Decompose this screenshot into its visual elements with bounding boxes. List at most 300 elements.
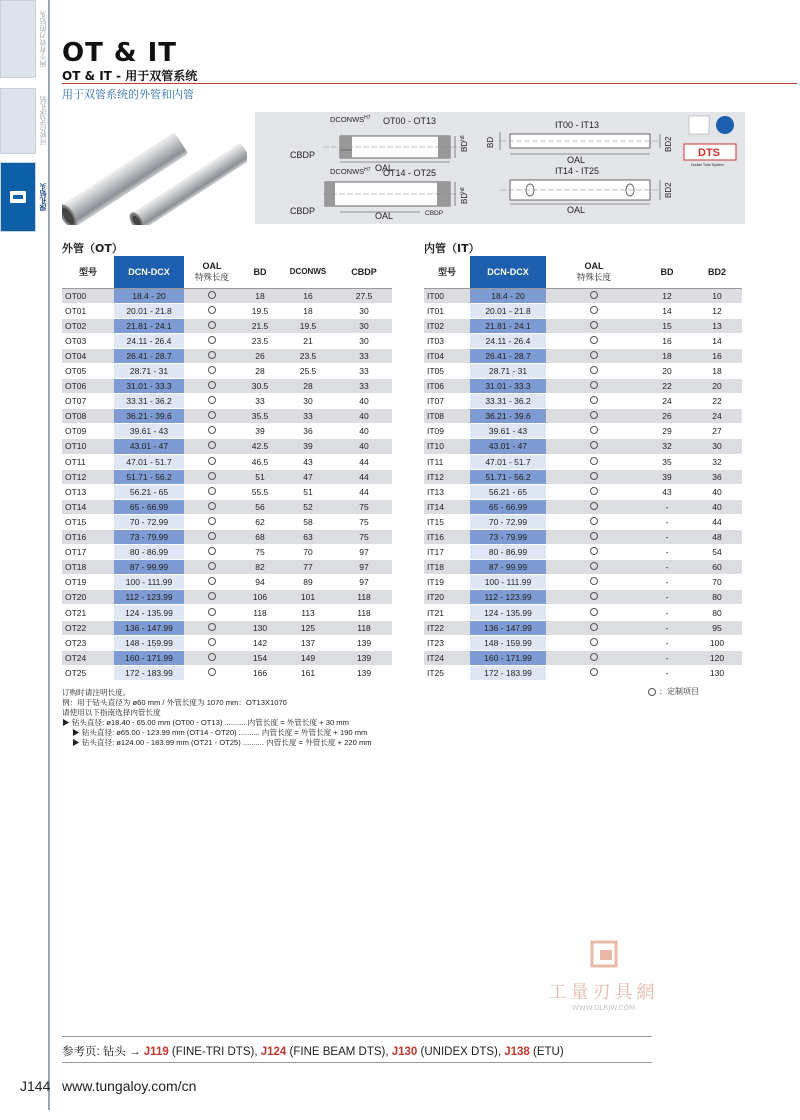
circle-icon bbox=[208, 638, 216, 646]
value-cell: 82 bbox=[240, 560, 280, 575]
ot-table-row bbox=[62, 379, 392, 394]
dcn-dcx-cell: 136 - 147.99 bbox=[114, 620, 184, 635]
value-cell: 125 bbox=[280, 620, 336, 635]
value-cell: 89 bbox=[280, 575, 336, 590]
it-col-oal: OAL 特殊长度 bbox=[546, 256, 642, 288]
value-cell: 28 bbox=[240, 363, 280, 378]
model-cell: IT24 bbox=[424, 650, 470, 665]
dcn-dcx-cell: 87 - 99.99 bbox=[114, 560, 184, 575]
circle-icon bbox=[590, 577, 598, 585]
value-cell: 77 bbox=[280, 560, 336, 575]
value-cell: 118 bbox=[240, 605, 280, 620]
value-cell: 15 bbox=[642, 318, 692, 333]
ot-diagram-a bbox=[290, 115, 469, 173]
dcn-dcx-cell: 47.01 - 51.7 bbox=[470, 454, 546, 469]
dcn-dcx-cell: 39.61 - 43 bbox=[114, 424, 184, 439]
sidebar-tab-image bbox=[0, 88, 36, 154]
it-table-row bbox=[424, 605, 742, 620]
ot-spec-table bbox=[62, 256, 392, 681]
circle-icon bbox=[208, 381, 216, 389]
ot-table-row bbox=[62, 620, 392, 635]
model-cell: IT01 bbox=[424, 303, 470, 318]
ot-col-oal: OAL 特殊长度 bbox=[184, 256, 240, 288]
model-cell: IT20 bbox=[424, 590, 470, 605]
it-a-bd2-label: BD2 bbox=[664, 136, 673, 152]
value-cell: 118 bbox=[336, 620, 392, 635]
it-table-row bbox=[424, 348, 742, 363]
model-cell: IT23 bbox=[424, 635, 470, 650]
ot-b-cbdp-small-label: CBDP bbox=[425, 210, 444, 217]
ot-a-dconws-label: $DCONWS^{H7}$ bbox=[330, 115, 371, 124]
footer-rule-top bbox=[62, 1036, 652, 1037]
circle-icon bbox=[590, 441, 598, 449]
value-cell: 142 bbox=[240, 635, 280, 650]
value-cell: 100 bbox=[692, 635, 742, 650]
dcn-dcx-cell: 148 - 159.99 bbox=[114, 635, 184, 650]
special-length-cell bbox=[184, 484, 240, 499]
value-cell: - bbox=[642, 605, 692, 620]
ot-b-range-label: OT14 - OT25 bbox=[383, 168, 437, 178]
value-cell: 27.5 bbox=[336, 288, 392, 303]
ot-col-model: 型号 bbox=[62, 256, 114, 288]
dcn-dcx-cell: 124 - 135.99 bbox=[114, 605, 184, 620]
ot-a-oal-label: OAL bbox=[375, 163, 394, 173]
circle-icon bbox=[208, 396, 216, 404]
watermark-text: 工量刃具網 bbox=[548, 982, 659, 1003]
model-cell: OT11 bbox=[62, 454, 114, 469]
model-cell: IT25 bbox=[424, 665, 470, 680]
model-cell: IT16 bbox=[424, 530, 470, 545]
special-length-cell bbox=[546, 439, 642, 454]
model-cell: IT03 bbox=[424, 333, 470, 348]
model-cell: IT10 bbox=[424, 439, 470, 454]
value-cell: 118 bbox=[336, 605, 392, 620]
model-cell: OT08 bbox=[62, 409, 114, 424]
it-col-bd: BD bbox=[642, 256, 692, 288]
special-length-cell bbox=[546, 590, 642, 605]
value-cell: - bbox=[642, 650, 692, 665]
dcn-dcx-cell: 31.01 - 33.3 bbox=[114, 379, 184, 394]
ot-table-row bbox=[62, 590, 392, 605]
dcn-dcx-cell: 70 - 72.99 bbox=[470, 514, 546, 529]
value-cell: 43 bbox=[280, 454, 336, 469]
value-cell: 33 bbox=[280, 409, 336, 424]
special-length-cell bbox=[184, 514, 240, 529]
ot-a-bd-label: $BD^{h8}$ bbox=[460, 135, 469, 152]
special-length-cell bbox=[184, 650, 240, 665]
circle-icon bbox=[208, 623, 216, 631]
it-header-row bbox=[424, 256, 742, 288]
value-cell: 46.5 bbox=[240, 454, 280, 469]
value-cell: 30 bbox=[336, 303, 392, 318]
dcn-dcx-cell: 51.71 - 56.2 bbox=[114, 469, 184, 484]
value-cell: 30 bbox=[280, 394, 336, 409]
dcn-dcx-cell: 28.71 - 31 bbox=[470, 363, 546, 378]
value-cell: 29 bbox=[642, 424, 692, 439]
dcn-dcx-cell: 31.01 - 33.3 bbox=[470, 379, 546, 394]
dcn-dcx-cell: 33.31 - 36.2 bbox=[470, 394, 546, 409]
dcn-dcx-cell: 33.31 - 36.2 bbox=[114, 394, 184, 409]
special-length-cell bbox=[546, 454, 642, 469]
drill-icon bbox=[9, 190, 27, 204]
model-cell: IT19 bbox=[424, 575, 470, 590]
dcn-dcx-cell: 112 - 123.99 bbox=[114, 590, 184, 605]
circle-icon bbox=[208, 608, 216, 616]
note-line: 订购时请注明长度。 bbox=[62, 688, 131, 697]
value-cell: 149 bbox=[280, 650, 336, 665]
value-cell: 80 bbox=[692, 590, 742, 605]
model-cell: IT22 bbox=[424, 620, 470, 635]
watermark-url: WWW.GLRJW.COM bbox=[571, 1004, 636, 1012]
sidebar-tab-indexable[interactable] bbox=[0, 88, 50, 154]
note-line: 例：用于钻头直径为 ø60 mm / 外管长度为 1070 mm：OT13X1070 bbox=[62, 698, 287, 707]
value-cell: 39 bbox=[642, 469, 692, 484]
it-table-row bbox=[424, 530, 742, 545]
it-table-row bbox=[424, 665, 742, 680]
model-cell: OT04 bbox=[62, 348, 114, 363]
circle-icon bbox=[590, 623, 598, 631]
watermark-logo bbox=[584, 940, 624, 970]
circle-icon bbox=[590, 653, 598, 661]
circle-icon bbox=[590, 351, 598, 359]
ot-table-row bbox=[62, 530, 392, 545]
note-line: ▶ 钻头直径: ø18.40 - 65.00 mm (OT00 - OT13) .......... 内管长度 = 外管长度 + 30 mm bbox=[62, 718, 349, 727]
value-cell: 24 bbox=[642, 394, 692, 409]
special-length-cell bbox=[184, 409, 240, 424]
it-a-range-label: IT00 - IT13 bbox=[555, 120, 600, 130]
ot-col-dconws: DCONWS bbox=[280, 256, 336, 288]
value-cell: 70 bbox=[280, 545, 336, 560]
it-table-row bbox=[424, 560, 742, 575]
sidebar-tab-label: 深孔钻头 bbox=[39, 183, 47, 211]
page-title: OT & IT bbox=[62, 38, 178, 68]
value-cell: 19.5 bbox=[240, 303, 280, 318]
circle-icon bbox=[590, 426, 598, 434]
special-length-cell bbox=[184, 363, 240, 378]
value-cell: 97 bbox=[336, 560, 392, 575]
it-b-bd2-label: BD2 bbox=[664, 182, 673, 198]
model-cell: IT04 bbox=[424, 348, 470, 363]
value-cell: 154 bbox=[240, 650, 280, 665]
ot-col-bd: BD bbox=[240, 256, 280, 288]
circle-icon bbox=[590, 517, 598, 525]
order-notes bbox=[62, 688, 372, 748]
special-length-cell bbox=[546, 605, 642, 620]
value-cell: 137 bbox=[280, 635, 336, 650]
ot-table-row bbox=[62, 409, 392, 424]
it-table-row bbox=[424, 333, 742, 348]
circle-icon bbox=[208, 668, 216, 676]
circle-icon bbox=[590, 336, 598, 344]
circle-icon bbox=[208, 532, 216, 540]
footer-rule-bottom bbox=[62, 1062, 652, 1063]
circle-icon bbox=[208, 592, 216, 600]
circle-icon bbox=[590, 321, 598, 329]
value-cell: 139 bbox=[336, 665, 392, 680]
special-length-cell bbox=[184, 635, 240, 650]
circle-icon bbox=[208, 653, 216, 661]
value-cell: 40 bbox=[336, 394, 392, 409]
special-length-cell bbox=[184, 545, 240, 560]
dcn-dcx-cell: 47.01 - 51.7 bbox=[114, 454, 184, 469]
circle-icon bbox=[208, 351, 216, 359]
value-cell: 80 bbox=[692, 605, 742, 620]
dcn-dcx-cell: 112 - 123.99 bbox=[470, 590, 546, 605]
model-cell: IT11 bbox=[424, 454, 470, 469]
sidebar-divider bbox=[48, 0, 50, 1110]
it-col-model: 型号 bbox=[424, 256, 470, 288]
special-length-cell bbox=[546, 665, 642, 680]
circle-icon bbox=[208, 336, 216, 344]
value-cell: 60 bbox=[692, 560, 742, 575]
model-cell: IT14 bbox=[424, 499, 470, 514]
special-length-cell bbox=[184, 454, 240, 469]
value-cell: 68 bbox=[240, 530, 280, 545]
ot-table-row bbox=[62, 635, 392, 650]
ot-table-row bbox=[62, 363, 392, 378]
tube-product-image bbox=[62, 110, 247, 225]
dcn-dcx-cell: 20.01 - 21.8 bbox=[470, 303, 546, 318]
dts-badge bbox=[684, 116, 736, 167]
value-cell: 16 bbox=[692, 348, 742, 363]
dcn-dcx-cell: 80 - 86.99 bbox=[470, 545, 546, 560]
ot-col-dcn-dcx: DCN-DCX bbox=[114, 256, 184, 288]
value-cell: - bbox=[642, 590, 692, 605]
dcn-dcx-cell: 28.71 - 31 bbox=[114, 363, 184, 378]
sidebar-tab-twoflute[interactable] bbox=[0, 0, 50, 78]
value-cell: 51 bbox=[240, 469, 280, 484]
circle-icon bbox=[648, 688, 656, 696]
it-table-row bbox=[424, 650, 742, 665]
dcn-dcx-cell: 18.4 - 20 bbox=[114, 288, 184, 303]
value-cell: 18 bbox=[280, 303, 336, 318]
value-cell: 97 bbox=[336, 575, 392, 590]
value-cell: 35 bbox=[642, 454, 692, 469]
value-cell: 36 bbox=[280, 424, 336, 439]
it-a-bd-label: BD bbox=[486, 136, 495, 148]
value-cell: 161 bbox=[280, 665, 336, 680]
value-cell: 52 bbox=[280, 499, 336, 514]
ref-link-j119[interactable]: J119 bbox=[143, 1046, 169, 1058]
dcn-dcx-cell: 21.81 - 24.1 bbox=[470, 318, 546, 333]
circle-icon bbox=[590, 381, 598, 389]
ot-b-cbdp-label: CBDP bbox=[290, 206, 316, 216]
value-cell: 44 bbox=[692, 514, 742, 529]
it-table-row bbox=[424, 635, 742, 650]
special-length-cell bbox=[546, 348, 642, 363]
ot-b-oal-label: OAL bbox=[375, 211, 394, 221]
special-length-cell bbox=[184, 439, 240, 454]
value-cell: 62 bbox=[240, 514, 280, 529]
special-length-cell bbox=[546, 379, 642, 394]
dcn-dcx-cell: 24.11 - 26.4 bbox=[114, 333, 184, 348]
special-length-cell bbox=[184, 288, 240, 303]
value-cell: - bbox=[642, 545, 692, 560]
sidebar-tab-deephole[interactable] bbox=[0, 162, 50, 232]
special-length-cell bbox=[184, 424, 240, 439]
sidebar-tab-label: 两个有效刃的钻头 bbox=[39, 11, 47, 67]
dcn-dcx-cell: 70 - 72.99 bbox=[114, 514, 184, 529]
circle-icon bbox=[590, 608, 598, 616]
special-length-cell bbox=[184, 394, 240, 409]
value-cell: 40 bbox=[336, 409, 392, 424]
circle-icon bbox=[590, 532, 598, 540]
special-length-cell bbox=[546, 394, 642, 409]
value-cell: 12 bbox=[692, 303, 742, 318]
value-cell: 55.5 bbox=[240, 484, 280, 499]
circle-icon bbox=[208, 577, 216, 585]
value-cell: 43 bbox=[642, 484, 692, 499]
dcn-dcx-cell: 26.41 - 28.7 bbox=[470, 348, 546, 363]
special-length-cell bbox=[184, 303, 240, 318]
special-length-cell bbox=[546, 363, 642, 378]
special-length-cell bbox=[546, 650, 642, 665]
circle-icon bbox=[590, 487, 598, 495]
ot-table-row bbox=[62, 560, 392, 575]
value-cell: 75 bbox=[336, 499, 392, 514]
value-cell: 130 bbox=[692, 665, 742, 680]
circle-icon bbox=[208, 457, 216, 465]
ot-table-row bbox=[62, 454, 392, 469]
model-cell: IT17 bbox=[424, 545, 470, 560]
value-cell: 16 bbox=[280, 288, 336, 303]
dcn-dcx-cell: 172 - 183.99 bbox=[470, 665, 546, 680]
value-cell: 40 bbox=[336, 439, 392, 454]
model-cell: IT00 bbox=[424, 288, 470, 303]
value-cell: 40 bbox=[336, 424, 392, 439]
website-link[interactable]: www.tungaloy.com/cn bbox=[62, 1078, 197, 1094]
ot-table-row bbox=[62, 575, 392, 590]
value-cell: 36 bbox=[692, 469, 742, 484]
it-table-row bbox=[424, 469, 742, 484]
value-cell: 33 bbox=[336, 379, 392, 394]
model-cell: IT06 bbox=[424, 379, 470, 394]
dcn-dcx-cell: 39.61 - 43 bbox=[470, 424, 546, 439]
value-cell: 30 bbox=[336, 318, 392, 333]
ot-table-row bbox=[62, 469, 392, 484]
value-cell: - bbox=[642, 514, 692, 529]
special-length-cell bbox=[184, 318, 240, 333]
value-cell: 44 bbox=[336, 469, 392, 484]
special-length-cell bbox=[546, 560, 642, 575]
value-cell: 23.5 bbox=[280, 348, 336, 363]
value-cell: 39 bbox=[280, 439, 336, 454]
ot-table-row bbox=[62, 318, 392, 333]
special-length-cell bbox=[184, 665, 240, 680]
circle-icon bbox=[208, 291, 216, 299]
model-cell: IT21 bbox=[424, 605, 470, 620]
value-cell: 14 bbox=[642, 303, 692, 318]
it-table-row bbox=[424, 288, 742, 303]
special-length-cell bbox=[546, 288, 642, 303]
special-length-cell bbox=[184, 605, 240, 620]
special-length-cell bbox=[184, 348, 240, 363]
reference-line: 参考页: 钻头 → J119 (FINE-TRI DTS), J124 (FINE BEAM DTS), J130 (UNIDEX DTS), J138 (ETU) bbox=[62, 1046, 564, 1058]
dcn-dcx-cell: 43.01 - 47 bbox=[470, 439, 546, 454]
special-length-cell bbox=[546, 318, 642, 333]
it-col-bd2: BD2 bbox=[692, 256, 742, 288]
model-cell: OT25 bbox=[62, 665, 114, 680]
ot-table-row bbox=[62, 484, 392, 499]
ref-link-j138[interactable]: J138 bbox=[504, 1046, 530, 1058]
value-cell: 25.5 bbox=[280, 363, 336, 378]
value-cell: 118 bbox=[336, 590, 392, 605]
it-table-row bbox=[424, 439, 742, 454]
dts-logo-sub: Double Tube System bbox=[691, 163, 724, 167]
value-cell: 12 bbox=[642, 288, 692, 303]
model-cell: OT05 bbox=[62, 363, 114, 378]
value-cell: 54 bbox=[692, 545, 742, 560]
legend-text: ：定制项目 bbox=[659, 687, 699, 696]
note-line: ▶ 钻头直径: ø65.00 - 123.99 mm (OT14 - OT20) .......... 内管长度 = 外管长度 + 190 mm bbox=[72, 728, 368, 737]
value-cell: 106 bbox=[240, 590, 280, 605]
model-cell: OT16 bbox=[62, 530, 114, 545]
ot-table-row bbox=[62, 394, 392, 409]
value-cell: 39 bbox=[240, 424, 280, 439]
value-cell: 24 bbox=[692, 409, 742, 424]
special-length-cell bbox=[546, 545, 642, 560]
ot-table-row bbox=[62, 303, 392, 318]
special-length-cell bbox=[546, 484, 642, 499]
value-cell: 22 bbox=[642, 379, 692, 394]
dcn-dcx-cell: 43.01 - 47 bbox=[114, 439, 184, 454]
special-length-cell bbox=[184, 469, 240, 484]
model-cell: IT07 bbox=[424, 394, 470, 409]
model-cell: OT14 bbox=[62, 499, 114, 514]
model-cell: OT10 bbox=[62, 439, 114, 454]
value-cell: - bbox=[642, 499, 692, 514]
dcn-dcx-cell: 124 - 135.99 bbox=[470, 605, 546, 620]
value-cell: 56 bbox=[240, 499, 280, 514]
value-cell: - bbox=[642, 575, 692, 590]
model-cell: OT12 bbox=[62, 469, 114, 484]
model-cell: OT20 bbox=[62, 590, 114, 605]
dcn-dcx-cell: 24.11 - 26.4 bbox=[470, 333, 546, 348]
model-cell: OT06 bbox=[62, 379, 114, 394]
value-cell: 51 bbox=[280, 484, 336, 499]
value-cell: 33 bbox=[336, 363, 392, 378]
it-table-row bbox=[424, 620, 742, 635]
model-cell: OT09 bbox=[62, 424, 114, 439]
value-cell: 48 bbox=[692, 530, 742, 545]
special-length-cell bbox=[546, 499, 642, 514]
value-cell: 94 bbox=[240, 575, 280, 590]
ot-table-row bbox=[62, 605, 392, 620]
dcn-dcx-cell: 148 - 159.99 bbox=[470, 635, 546, 650]
circle-icon bbox=[208, 547, 216, 555]
ref-link-j130[interactable]: J130 bbox=[391, 1046, 418, 1058]
model-cell: OT18 bbox=[62, 560, 114, 575]
value-cell: 120 bbox=[692, 650, 742, 665]
value-cell: 18 bbox=[642, 348, 692, 363]
dcn-dcx-cell: 56.21 - 65 bbox=[114, 484, 184, 499]
value-cell: 13 bbox=[692, 318, 742, 333]
dcn-dcx-cell: 80 - 86.99 bbox=[114, 545, 184, 560]
page-number: J144 bbox=[20, 1078, 51, 1094]
it-table-row bbox=[424, 514, 742, 529]
value-cell: 63 bbox=[280, 530, 336, 545]
model-cell: IT15 bbox=[424, 514, 470, 529]
value-cell: 58 bbox=[280, 514, 336, 529]
special-length-cell bbox=[546, 620, 642, 635]
ot-table-row bbox=[62, 665, 392, 680]
circle-icon bbox=[590, 457, 598, 465]
dcn-dcx-cell: 18.4 - 20 bbox=[470, 288, 546, 303]
dcn-dcx-cell: 73 - 79.99 bbox=[114, 530, 184, 545]
ref-link-j124[interactable]: J124 bbox=[260, 1046, 287, 1058]
value-cell: 75 bbox=[336, 514, 392, 529]
ot-table-row bbox=[62, 499, 392, 514]
